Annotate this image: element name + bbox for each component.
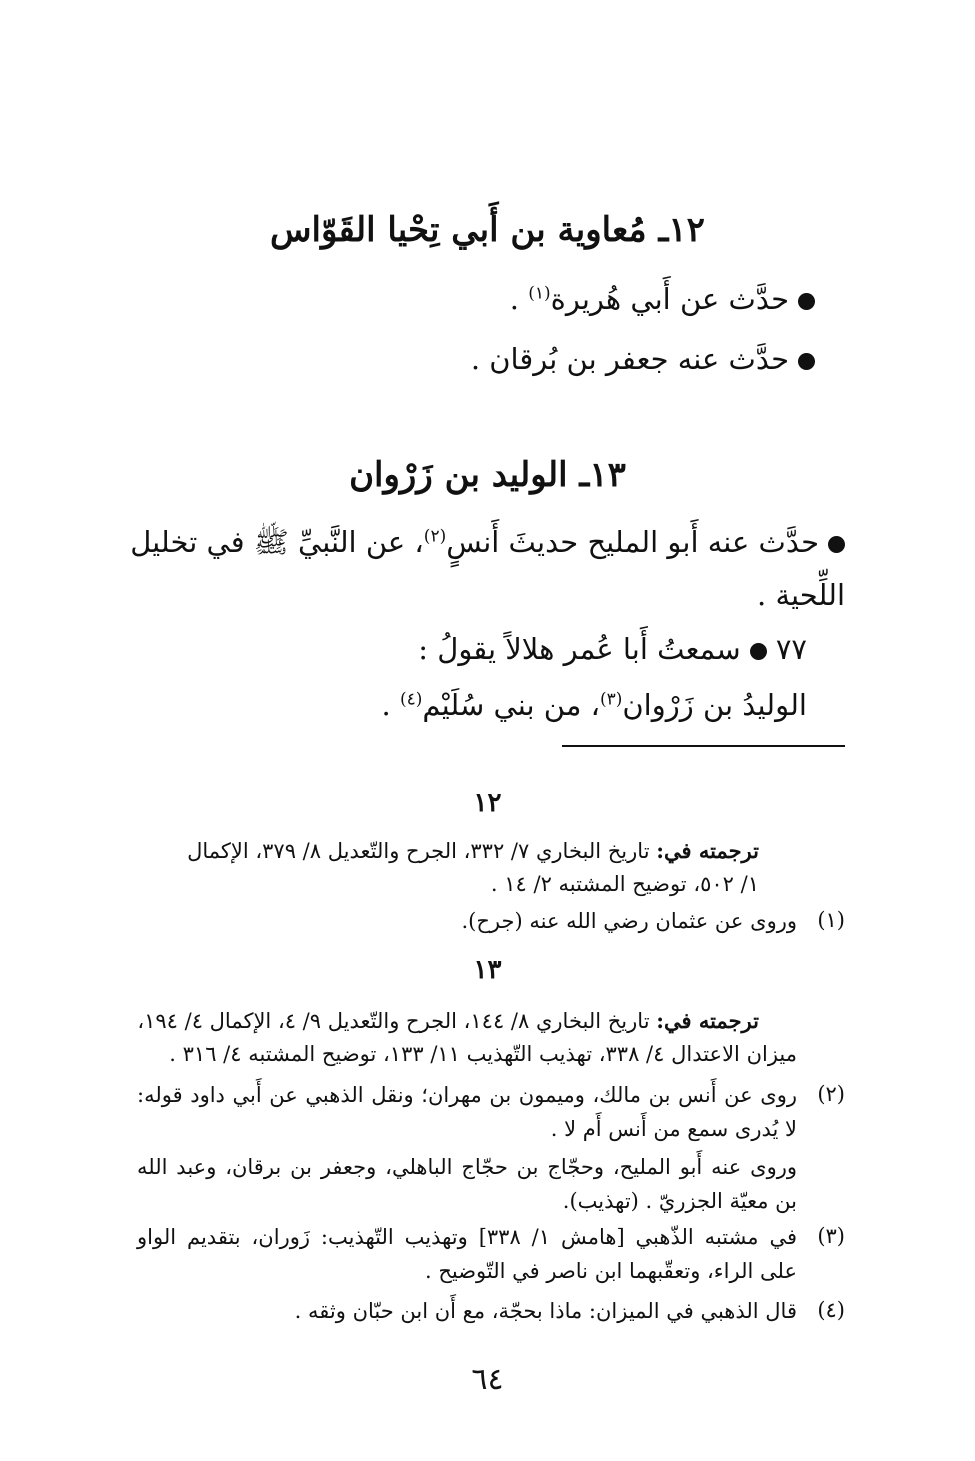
footnote-ref-3[interactable]: (٣) (599, 689, 623, 710)
quote-line-2: الوليدُ بن زَرْوان$^{(٣)}$، من بني سُلَيْم$^{(٤)}$ . (381, 688, 807, 722)
entry-13-paragraph-line-1: حدَّث عنه أَبو المليح حديثَ أَنسٍ$^{(٢)}$، عن النَّبيِّ ﷺ في تخليل (135, 525, 845, 567)
entry-13-paragraph-line-2: اللِّحية . (757, 578, 845, 612)
footnote-4-text: قال الذهبي في الميزان: ماذا بحجّة، مع أَن ابن حبّان وثقه . (294, 1299, 797, 1323)
bullet-icon (750, 643, 767, 660)
footnote-2-text-continued: وروى عنه أَبو المليح، وحجّاج بن حجّاج الباهلي، وجعفر بن برقان، وعبد الله بن معيّة الجزريّ . (تهذيب). (137, 1155, 797, 1213)
footnote-3-number: (٣) (817, 1224, 845, 1248)
footnote-ref-2[interactable]: (٢) (423, 526, 447, 547)
quote-number: ٧٧ (775, 632, 807, 666)
entry-12-line-2: حدَّث عنه جعفر بن بُرقان . (471, 342, 815, 376)
entry-12-title: ١٢ـ مُعاوية بن أَبي تِحْيا القَوّاس (270, 210, 705, 250)
page-number: ٦٤ (471, 1362, 504, 1397)
footnote-1-text: وروى عن عثمان رضي الله عنه (جرح). (461, 909, 797, 933)
footnote-13-tarjama-line-1: ترجمته في: تاريخ البخاري ٨/ ١٤٤، الجرح والتّعديل ٩/ ٤، الإكمال ٤/ ١٩٤، (137, 1008, 759, 1033)
footnote-ref-1[interactable]: (١) (528, 283, 551, 304)
bullet-icon (828, 536, 845, 553)
bullet-icon (798, 353, 815, 370)
footnote-2-text: روى عن أَنس بن مالك، وميمون بن مهران؛ ونقل الذهبي عن أَبي داود قوله: لا يُدرى سمع من أَنس أَم لا . (137, 1083, 797, 1141)
footnote-ref-4[interactable]: (٤) (399, 689, 423, 710)
entry-13-title: ١٣ـ الوليد بن زَرْوان (349, 455, 626, 495)
footnote-section-12-heading: ١٢ (473, 788, 502, 818)
quote-line-1: ٧٧ سمعتُ أَبا عُمر هلالاً يقولُ : (418, 632, 807, 666)
bullet-icon (798, 293, 815, 310)
footnote-separator (562, 745, 845, 747)
footnote-section-13-heading: ١٣ (473, 955, 502, 985)
footnote-2-number: (٢) (817, 1082, 845, 1106)
footnote-12-tarjama-line-1: ترجمته في: تاريخ البخاري ٧/ ٣٣٢، الجرح والتّعديل ٨/ ٣٧٩، الإكمال (187, 838, 759, 863)
footnote-12-tarjama-line-2: ١/ ٥٠٢، توضيح المشتبه ٢/ ١٤ . (490, 872, 759, 896)
entry-12-line-1: حدَّث عن أَبي هُريرة$^{(١)}$ . (510, 282, 815, 316)
footnote-3-text: في مشتبه الذّهبي [هامش ١/ ٣٣٨] وتهذيب التّهذيب: زَوران، بتقديم الواو على الراء، وتعقّبهما ابن ناصر في التّوضيح . (137, 1225, 798, 1283)
footnote-4-number: (٤) (817, 1298, 845, 1322)
footnote-13-tarjama-line-2: ميزان الاعتدال ٤/ ٣٣٨، تهذيب التّهذيب ١١/ ١٣٣، توضيح المشتبه ٤/ ٣١٦ . (169, 1042, 797, 1066)
footnote-1-number: (١) (817, 908, 845, 932)
